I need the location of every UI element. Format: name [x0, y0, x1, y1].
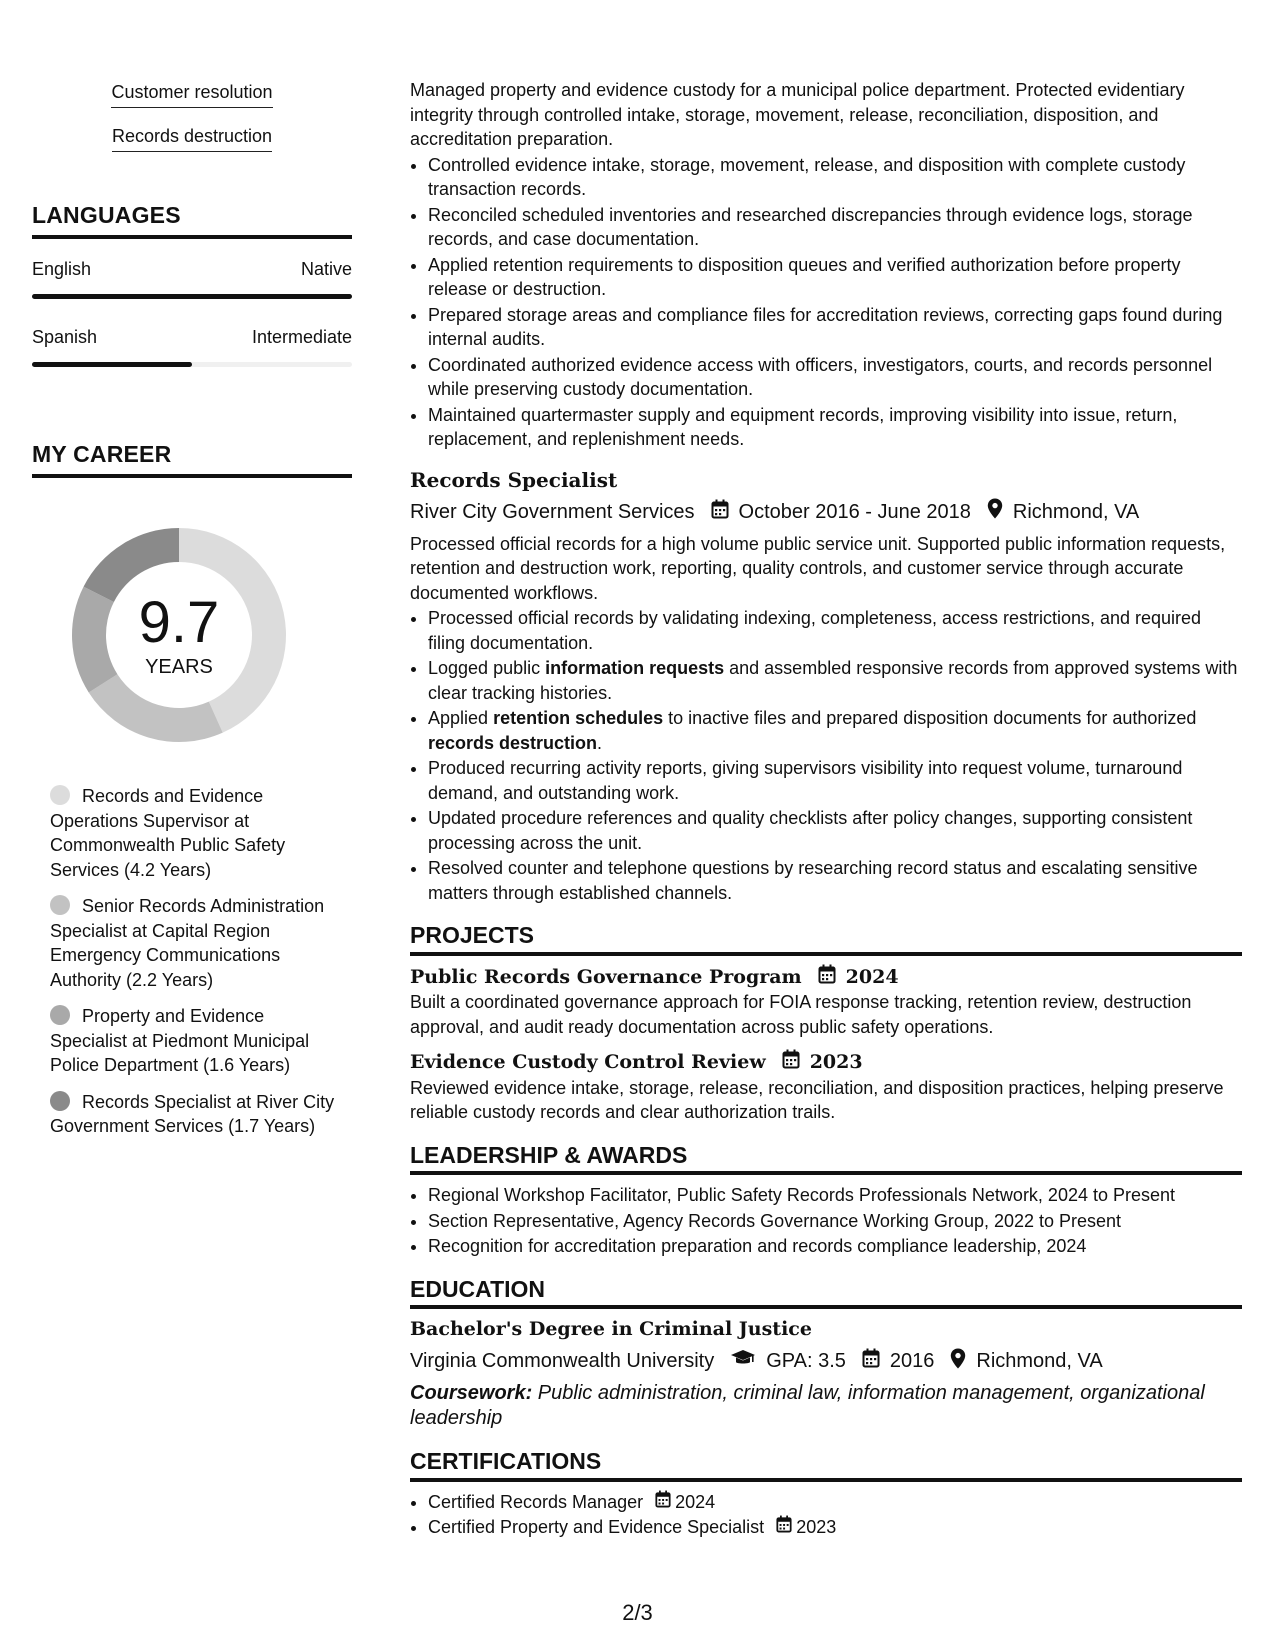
- prev-role-summary: Managed property and evidence custody for a municipal police department. Protected evidentiary integrity through controlled intake, storage, movement, release, reconciliation, disposition, and accreditation preparation.: [410, 80, 1185, 149]
- coursework-label: Coursework:: [410, 1382, 533, 1404]
- projects-heading: PROJECTS: [410, 923, 1242, 956]
- calendar-icon: [776, 1515, 792, 1540]
- donut-segment: [89, 674, 223, 742]
- school-name: Virginia Commonwealth University: [410, 1350, 715, 1372]
- list-item: • Controlled evidence intake, storage, movement, release, and disposition with complete custody transaction records.: [428, 153, 1242, 202]
- list-item: • Reconciled scheduled inventories and researched discrepancies through evidence logs, storage records, and case documentation.: [428, 203, 1242, 252]
- legend-dot: [50, 1091, 70, 1111]
- career-total-value: 9.7: [138, 590, 220, 655]
- location-pin-icon: [987, 498, 1003, 526]
- project-title: Public Records Governance Program 2024: [410, 964, 1242, 991]
- legend-dot: [50, 785, 70, 805]
- legend-dot: [50, 1005, 70, 1025]
- list-item: [428, 1490, 1242, 1515]
- cert-year: 2024: [675, 1491, 716, 1512]
- list-item: • Applied retention schedules to inactive files and prepared disposition documents for authorized records destruction.: [428, 706, 1242, 755]
- leadership-heading: LEADERSHIP & AWARDS: [410, 1143, 1242, 1176]
- role-title: Records Specialist: [410, 467, 618, 492]
- career-donut: [64, 520, 294, 750]
- list-item: • Section Representative, Agency Records Governance Working Group, 2022 to Present: [428, 1209, 1242, 1234]
- legend-dot: [50, 895, 70, 915]
- certifications-list: [410, 1490, 1242, 1540]
- main-column: [410, 78, 1242, 1540]
- career-item: [50, 1090, 335, 1139]
- project-year: 2023: [809, 1051, 863, 1073]
- page-number: 2/3: [622, 1600, 653, 1625]
- company-name: River City Government Services: [410, 500, 695, 523]
- proficiency-fill: [32, 294, 352, 299]
- career-item: [50, 1004, 335, 1078]
- project-description: Built a coordinated governance approach for FOIA response tracking, retention review, destruction approval, and audit ready documentation across public safety operations.: [410, 992, 1192, 1037]
- project-description: Reviewed evidence intake, storage, release, reconciliation, and disposition practices, helping preserve reliable custody records and clear authorization trails.: [410, 1077, 1224, 1122]
- cert-year: 2023: [796, 1517, 837, 1537]
- language-name: English: [32, 259, 92, 279]
- list-item: • Maintained quartermaster supply and equipment records, improving visibility into issue, return, replacement, and replenishment needs.: [428, 403, 1242, 452]
- career-item-text: Records Specialist at River City Government Services (1.7 Years): [50, 1091, 335, 1136]
- language-level: Native: [300, 259, 352, 279]
- list-item: [428, 1515, 1242, 1540]
- proficiency-fill: [32, 362, 192, 367]
- list-item: • Coordinated authorized evidence access with officers, investigators, courts, and records personnel while preserving custody documentation.: [428, 353, 1242, 402]
- education-meta: [410, 1348, 1242, 1376]
- language-english: [32, 259, 352, 299]
- career-item: [50, 894, 335, 992]
- career-item-text: Records and Evidence Operations Supervisor at Commonwealth Public Safety Services (4.2 Years): [50, 786, 286, 880]
- graduation-year: 2016: [889, 1350, 935, 1372]
- language-spanish: [32, 327, 352, 367]
- education-heading: EDUCATION: [410, 1277, 1242, 1310]
- calendar-icon: [711, 499, 729, 526]
- list-item: • Produced recurring activity reports, giving supervisors visibility into request volume, turnaround demand, and outstanding work.: [428, 756, 1242, 805]
- calendar-icon: [655, 1490, 671, 1515]
- career-item-text: Senior Records Administration Specialist at Capital Region Emergency Communications Authority (2.2 Years): [50, 896, 325, 990]
- gpa: GPA: 3.5: [766, 1350, 846, 1372]
- leadership-list: [410, 1183, 1242, 1259]
- role-summary: Processed official records for a high volume public service unit. Supported public information requests, retention and destruction work, reporting, quality controls, and customer service through accurate documented workflows.: [410, 533, 1226, 603]
- role-location: Richmond, VA: [1012, 500, 1140, 523]
- career-legend: [32, 784, 335, 1139]
- career-total-unit: YEARS: [145, 656, 213, 678]
- skill-tags: [32, 80, 352, 152]
- list-item: • Updated procedure references and quality checklists after policy changes, supporting consistent processing across the unit.: [428, 806, 1242, 855]
- calendar-icon: [782, 1049, 800, 1076]
- proficiency-bar: [32, 294, 352, 299]
- list-item: • Logged public information requests and assembled responsive records from approved systems with clear tracking histories.: [428, 656, 1242, 705]
- list-item: • Processed official records by validating indexing, completeness, access restrictions, and required filing documentation.: [428, 606, 1242, 655]
- list-item: • Regional Workshop Facilitator, Public Safety Records Professionals Network, 2024 to Present: [428, 1183, 1242, 1208]
- project-year: 2024: [845, 965, 899, 988]
- list-item: • Prepared storage areas and compliance files for accreditation reviews, correcting gaps found during internal audits.: [428, 303, 1242, 352]
- calendar-icon: [818, 964, 836, 991]
- list-item: • Recognition for accreditation preparation and records compliance leadership, 2024: [428, 1234, 1242, 1259]
- degree-title: Bachelor's Degree in Criminal Justice: [410, 1318, 812, 1340]
- proficiency-bar: [32, 362, 352, 367]
- language-level: Intermediate: [251, 327, 352, 347]
- certifications-heading: CERTIFICATIONS: [410, 1449, 1242, 1482]
- prev-role-bullets: [410, 153, 1242, 452]
- calendar-icon: [862, 1348, 880, 1375]
- graduation-cap-icon: [730, 1349, 756, 1374]
- cert-name: Certified Records Manager: [428, 1491, 644, 1512]
- school-location: Richmond, VA: [976, 1350, 1103, 1372]
- list-item: • Applied retention requirements to disposition queues and verified authorization before property release or destruction.: [428, 253, 1242, 302]
- skill-tag: Records destruction: [112, 124, 272, 152]
- skill-tag: Customer resolution: [111, 80, 272, 108]
- sidebar: [32, 80, 352, 1151]
- coursework: [410, 1381, 1242, 1431]
- role-meta: [410, 498, 1242, 526]
- project-title: Evidence Custody Control Review 2023: [410, 1049, 1242, 1076]
- languages-heading: LANGUAGES: [32, 202, 352, 239]
- list-item: • Resolved counter and telephone questions by researching record status and escalating sensitive matters through established channels.: [428, 856, 1242, 905]
- role-dates: October 2016 - June 2018: [738, 500, 971, 523]
- career-heading: MY CAREER: [32, 441, 352, 478]
- language-name: Spanish: [32, 327, 98, 347]
- role-bullets: [410, 606, 1242, 905]
- location-pin-icon: [950, 1348, 966, 1376]
- cert-name: Certified Property and Evidence Specialist: [428, 1517, 765, 1537]
- coursework-text: Public administration, criminal law, information management, organizational leadership: [410, 1382, 1205, 1429]
- career-item: [50, 784, 335, 882]
- career-item-text: Property and Evidence Specialist at Piedmont Municipal Police Department (1.6 Years): [50, 1006, 310, 1075]
